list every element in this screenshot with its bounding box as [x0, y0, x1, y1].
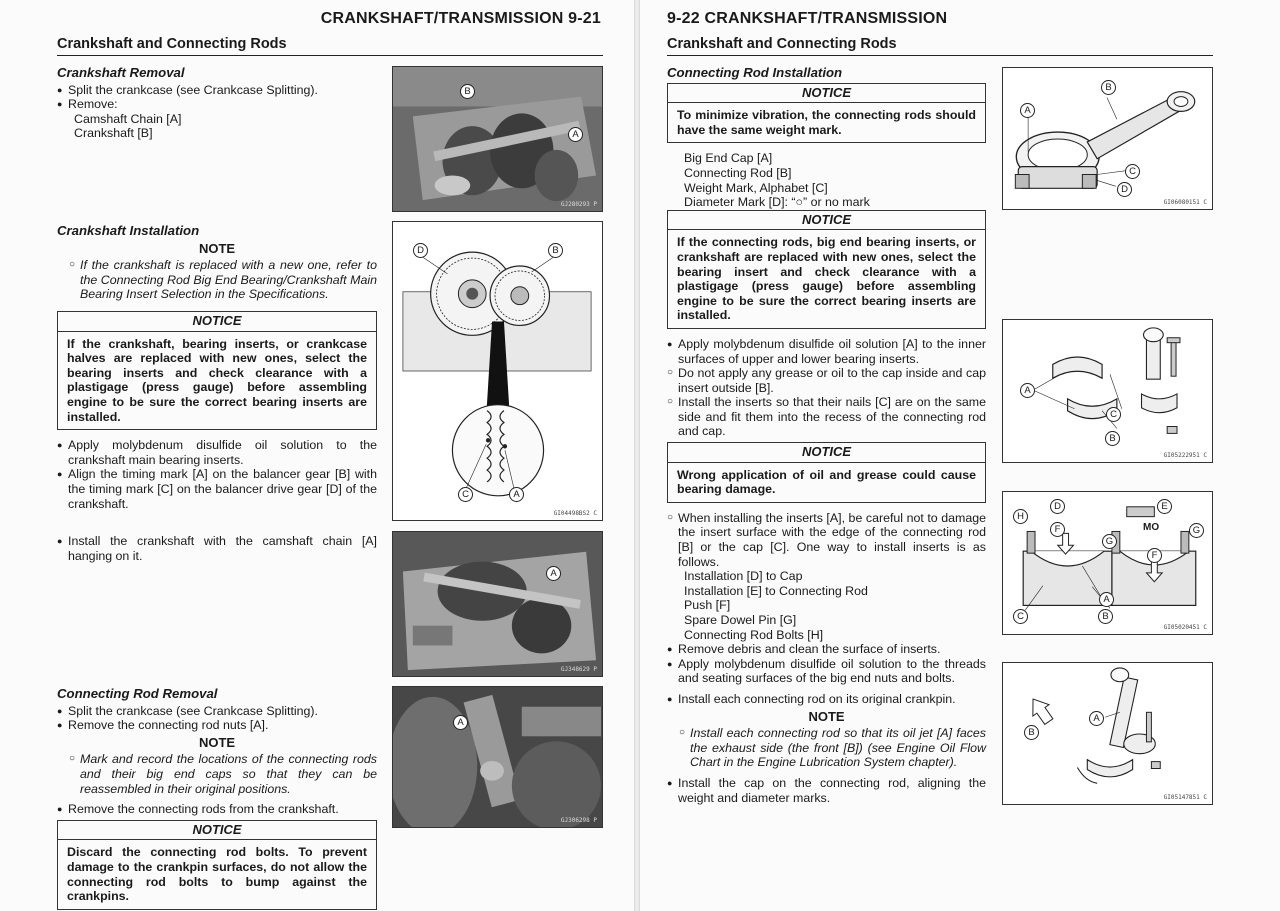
note-text: ○ Mark and record the locations of the connecting rods and their big end caps so that they can be reassembled in their original positions.	[69, 752, 377, 796]
list-item: ○ When installing the inserts [A], be careful not to damage the insert surface with the edge of the connecting rod [B] or the cap [C]. One way to install inserts is as follows.	[667, 511, 986, 569]
list-item: ● Align the timing mark [A] on the balancer gear [B] with the timing mark [C] on the balancer drive gear [D] of the crankshaft.	[57, 467, 377, 511]
callout-f: F	[1147, 548, 1162, 563]
callout-b: B	[460, 84, 475, 99]
callout-c: C	[458, 487, 473, 502]
list-item: Push [F]	[684, 598, 731, 613]
list-item: ○ Install the inserts so that their nails [C] are on the same side and fit them into the recess of the connecting rod and cap.	[667, 395, 986, 439]
callout-b: B	[548, 243, 563, 258]
notice-label: NOTICE	[668, 211, 985, 231]
list-item: ● Remove:	[57, 97, 377, 112]
notice-label: NOTICE	[58, 821, 376, 841]
callout-f: F	[1050, 522, 1065, 537]
left-page	[0, 0, 634, 911]
figure-code: GI06080151 C	[1163, 199, 1207, 206]
list-item: ● Apply molybdenum disulfide oil solution to the threads and seating surfaces of the big end nuts and bolts.	[667, 657, 986, 686]
running-header-left: CRANKSHAFT/TRANSMISSION 9-21	[320, 10, 601, 27]
list-item: Connecting Rod Bolts [H]	[684, 627, 824, 642]
notice-text: If the connecting rods, big end bearing inserts, or crankshaft are replaced with new ones, select the bearing insert and check clearance with a plastigage (press gauge) before assembling engine to be sure the correct bearing inserts are installed.	[677, 235, 976, 323]
section-title-right: Crankshaft and Connecting Rods	[667, 36, 1213, 56]
figure-code: GI05222951 C	[1163, 452, 1207, 459]
list-item: ● Install the cap on the connecting rod, aligning the weight and diameter marks.	[667, 776, 986, 805]
callout-a: A	[453, 715, 468, 730]
notice-text: If the crankshaft, bearing inserts, or crankcase halves are replaced with new ones, select the bearing inserts and check clearance with a plastigage (press gauge) before assembling engine to be sure the correct bearing inserts are installed.	[67, 336, 367, 424]
list-item: ● Apply molybdenum disulfide oil solution to the crankshaft main bearing inserts.	[57, 438, 377, 467]
callout-b: B	[1105, 431, 1120, 446]
list-item: ● Split the crankcase (see Crankcase Splitting).	[57, 83, 377, 98]
list-item: ● Install each connecting rod on its original crankpin.	[667, 692, 986, 707]
connecting-rod-removal-heading: Connecting Rod Removal	[57, 686, 218, 701]
callout-b: B	[1024, 725, 1039, 740]
list-item: ● Split the crankcase (see Crankcase Splitting).	[57, 704, 377, 719]
callout-g: G	[1189, 523, 1204, 538]
callout-h: H	[1013, 509, 1028, 524]
section-title-left: Crankshaft and Connecting Rods	[57, 36, 603, 56]
list-item: Crankshaft [B]	[74, 126, 153, 141]
list-item: ● Install the crankshaft with the camshaft chain [A] hanging on it.	[57, 534, 377, 563]
install-crankshaft-step	[57, 534, 377, 563]
connecting-rod-removal-photo	[392, 686, 603, 828]
insert-installation-jig-diagram	[1002, 491, 1213, 635]
callout-g: G	[1102, 534, 1117, 549]
callout-a: A	[509, 487, 524, 502]
callout-c: C	[1013, 609, 1028, 624]
callout-e: E	[1157, 499, 1172, 514]
callout-a: A	[546, 566, 561, 581]
crankshaft-removal-section	[57, 66, 377, 141]
figure-code: GJ348629 P	[560, 666, 597, 673]
figure-code: GJ306298 P	[560, 817, 597, 824]
crankshaft-install-photo	[392, 531, 603, 677]
callout-a: A	[1020, 383, 1035, 398]
figure-code: GI04498BS2 C	[553, 510, 597, 517]
list-item: ● Apply molybdenum disulfide oil solution [A] to the inner surfaces of upper and lower bearing inserts.	[667, 337, 986, 366]
notice-text: Discard the connecting rod bolts. To prevent damage to the crankpin surfaces, do not allow the connecting rod bolts to bump against the crankpins.	[67, 845, 367, 904]
connecting-rod-installation-heading: Connecting Rod Installation	[667, 65, 843, 80]
callout-b: B	[1101, 80, 1116, 95]
timing-mark-diagram	[392, 221, 603, 521]
callout-a: A	[1020, 103, 1035, 118]
figure-code: GI05020451 C	[1163, 624, 1207, 631]
callout-a: A	[1099, 592, 1114, 607]
list-item: Weight Mark, Alphabet [C]	[684, 180, 828, 195]
note-label: NOTE	[198, 240, 236, 256]
list-item: ● Remove the connecting rod nuts [A].	[57, 718, 377, 733]
connecting-rod-removal-section	[57, 687, 377, 910]
callout-d: D	[413, 243, 428, 258]
list-item: Camshaft Chain [A]	[74, 111, 182, 126]
crankshaft-removal-photo	[392, 66, 603, 212]
notice-label: NOTICE	[668, 84, 985, 104]
list-item: Diameter Mark [D]: “○” or no mark	[684, 195, 870, 210]
callout-c: C	[1125, 164, 1140, 179]
list-item: Installation [E] to Connecting Rod	[684, 583, 868, 598]
notice-text: To minimize vibration, the connecting rods should have the same weight mark.	[677, 108, 976, 137]
notice-text: Wrong application of oil and grease could cause bearing damage.	[677, 467, 976, 497]
note-text: ○ Install each connecting rod so that its oil jet [A] faces the exhaust side (the front [B]) (see Engine Oil Flow Chart in the Engine Lubrication System chapter).	[679, 726, 986, 770]
callout-a: A	[568, 127, 583, 142]
list-item: ○ Do not apply any grease or oil to the cap inside and cap insert outside [B].	[667, 366, 986, 395]
crankshaft-installation-heading: Crankshaft Installation	[57, 223, 200, 238]
notice-box	[667, 210, 986, 329]
note-text: ○ If the crankshaft is replaced with a new one, refer to the Connecting Rod Big End Bearing/Crankshaft Main Bearing Insert Selection in the Specifications.	[69, 258, 377, 302]
list-item: Connecting Rod [B]	[684, 165, 792, 180]
note-label: NOTE	[198, 734, 236, 750]
list-item: ● Remove the connecting rods from the crankshaft.	[57, 802, 377, 817]
connecting-rod-weight-mark-diagram	[1002, 67, 1213, 210]
notice-box	[57, 311, 377, 430]
callout-d: D	[1050, 499, 1065, 514]
list-item: Installation [D] to Cap	[684, 569, 803, 584]
figure-code: GI05147851 C	[1163, 794, 1207, 801]
callout-d: D	[1117, 182, 1132, 197]
running-header-right: 9-22 CRANKSHAFT/TRANSMISSION	[667, 10, 948, 27]
notice-box	[57, 820, 377, 910]
notice-label: NOTICE	[58, 312, 376, 332]
mo-label: MO	[1143, 522, 1160, 533]
note-label: NOTE	[808, 708, 845, 724]
notice-box	[667, 442, 986, 503]
callout-a: A	[1089, 711, 1104, 726]
list-item: Spare Dowel Pin [G]	[684, 613, 797, 627]
right-page	[640, 0, 1280, 911]
notice-label: NOTICE	[668, 443, 985, 463]
crankshaft-removal-heading: Crankshaft Removal	[57, 65, 185, 80]
crankshaft-installation-section	[57, 224, 377, 511]
bearing-insert-diagram	[1002, 319, 1213, 463]
callout-c: C	[1106, 407, 1121, 422]
notice-box	[667, 83, 986, 144]
callout-b: B	[1098, 609, 1113, 624]
connecting-rod-installation-section	[667, 66, 986, 805]
oil-jet-orientation-diagram	[1002, 662, 1213, 805]
list-item: Big End Cap [A]	[684, 151, 773, 166]
figure-code: GJ280293 P	[560, 201, 597, 208]
list-item: ● Remove debris and clean the surface of inserts.	[667, 642, 986, 657]
